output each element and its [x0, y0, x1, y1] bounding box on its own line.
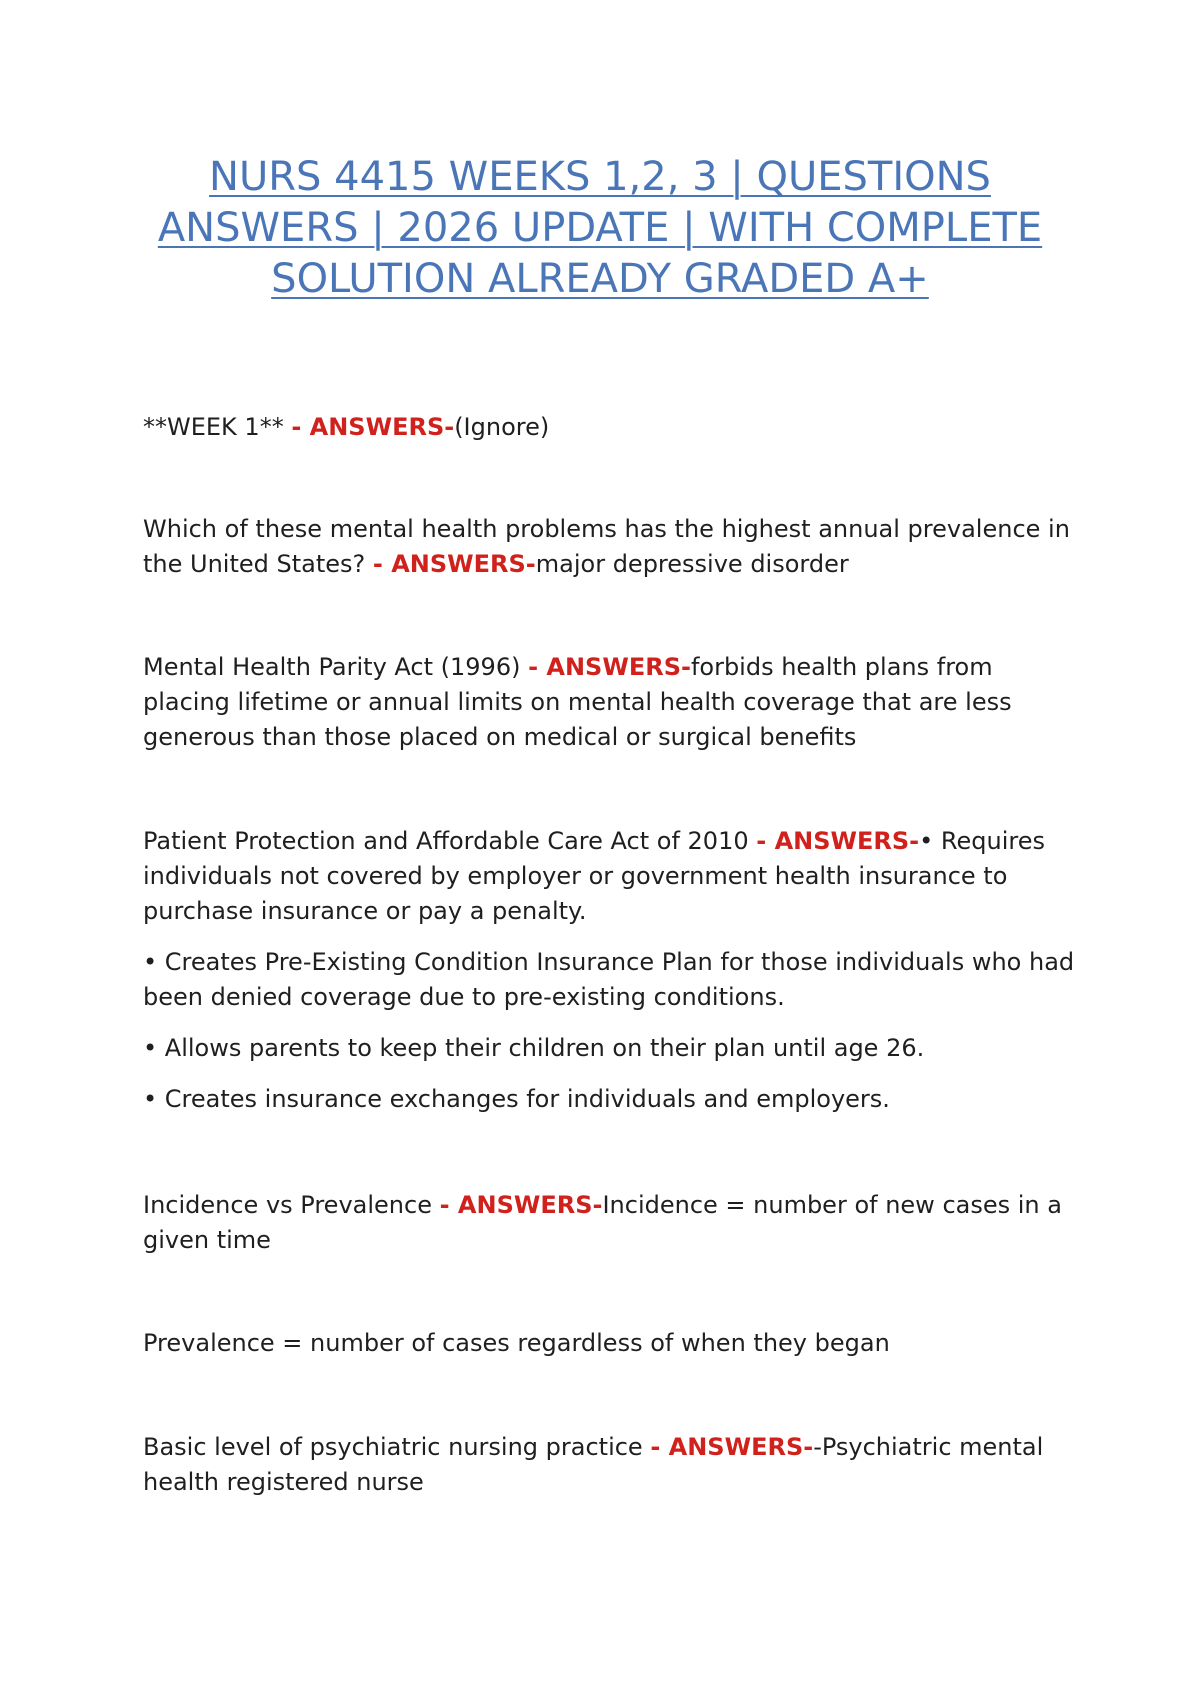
qa-parity-act	[143, 650, 1078, 755]
answers-marker: - ANSWERS-	[756, 827, 920, 855]
qa-aca-main	[143, 824, 1078, 929]
qa-week-1	[143, 410, 1078, 445]
answer-text: -Psychiatric mental health registered nurse	[143, 1433, 1044, 1496]
answer-text: major depressive disorder	[535, 550, 849, 578]
aca-bullet-1: • Creates Pre-Existing Condition Insurance Plan for those individuals who had been denied coverage due to pre-existing conditions.	[143, 948, 1075, 1011]
answers-marker: - ANSWERS-	[650, 1433, 814, 1461]
question-text: Which of these mental health problems has the highest annual prevalence in the United States?	[143, 515, 1070, 578]
answer-text: forbids health plans from placing lifetime or annual limits on mental health coverage that are less generous than those placed on medical or surgical benefits	[143, 653, 1012, 751]
answer-text: • Requires individuals not covered by employer or government health insurance to purchase insurance or pay a penalty.	[143, 827, 1045, 925]
prevalence-definition: Prevalence = number of cases regardless of when they began	[143, 1329, 890, 1357]
qa-incidence-vs-prevalence	[143, 1188, 1078, 1258]
qa-basic-level-practice	[143, 1430, 1078, 1500]
question-text: **WEEK 1**	[143, 413, 292, 441]
question-text: Incidence vs Prevalence	[143, 1191, 440, 1219]
aca-bullet-2: • Allows parents to keep their children on their plan until age 26.	[143, 1034, 925, 1062]
answer-text: Incidence = number of new cases in a given time	[143, 1191, 1062, 1254]
answers-marker: - ANSWERS-	[439, 1191, 603, 1219]
aca-bullet-3: • Creates insurance exchanges for individuals and employers.	[143, 1085, 890, 1113]
question-text: Patient Protection and Affordable Care Act of 2010	[143, 827, 757, 855]
answers-marker: - ANSWERS-	[372, 550, 536, 578]
answer-text: (Ignore)	[454, 413, 550, 441]
answers-marker: - ANSWERS-	[528, 653, 691, 681]
question-text: Mental Health Parity Act (1996)	[143, 653, 529, 681]
document-title: NURS 4415 WEEKS 1,2, 3 | QUESTIONS ANSWERS | 2026 UPDATE | WITH COMPLETE SOLUTION ALREADY GRADED A+	[157, 154, 1043, 302]
question-text: Basic level of psychiatric nursing practice	[143, 1433, 651, 1461]
qa-prevalence-question	[143, 512, 1078, 582]
qa-affordable-care-act	[143, 824, 1078, 1117]
answers-marker: - ANSWERS-	[291, 413, 455, 441]
